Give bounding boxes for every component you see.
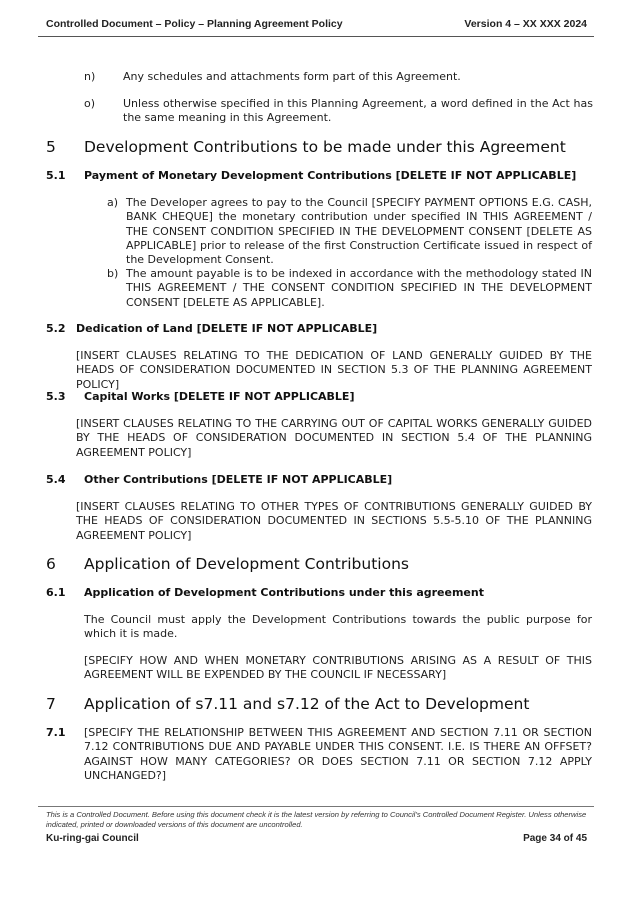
header-version: Version 4 – XX XXX 2024: [464, 18, 587, 30]
subsection-number: 6.1: [46, 586, 66, 599]
list-item-text: Any schedules and attachments form part of this Agreement.: [123, 70, 461, 83]
list-item-text: The amount payable is to be indexed in accordance with the methodology stated IN THIS AGREEMENT / THE CONSENT CONDITION SPECIFIED IN THE DEVELOPMENT CONSENT [DELETE AS APPLICABLE].: [126, 267, 592, 309]
subsection-number: 5.1: [46, 169, 66, 182]
paragraph: [INSERT CLAUSES RELATING TO THE CARRYING OUT OF CAPITAL WORKS GENERALLY GUIDED BY THE HEADS OF CONSIDERATION DOCUMENTED IN SECTION 5.4 OF THE PLANNING AGREEMENT POLICY]: [76, 417, 592, 459]
list-item-text: The Developer agrees to pay to the Council [SPECIFY PAYMENT OPTIONS E.G. CASH, BANK CHEQUE] the monetary contribution under specified IN THIS AGREEMENT / THE CONSENT CONDITION SPECIFIED IN THE DEVELOPMENT CONSENT [DELETE AS APPLICABLE] prior to release of the first Construction Certificate issued in respect of the Development Consent.: [126, 196, 592, 267]
list-item-label: n): [84, 70, 96, 83]
subsection-title: Capital Works [DELETE IF NOT APPLICABLE]: [84, 390, 355, 403]
paragraph: [SPECIFY THE RELATIONSHIP BETWEEN THIS AGREEMENT AND SECTION 7.11 OR SECTION 7.12 CONTRIBUTIONS DUE AND PAYABLE UNDER THIS CONSENT. I.E. IS THERE AN OFFSET? AGAINST HOW MANY CATEGORIES? OR DOES SECTION 7.11 OR SECTION 7.12 APPLY UNCHANGED?]: [84, 726, 592, 782]
list-item-label: a): [107, 196, 119, 209]
subsection-title: Dedication of Land [DELETE IF NOT APPLICABLE]: [76, 322, 378, 335]
subsection-title: Other Contributions [DELETE IF NOT APPLICABLE]: [84, 473, 393, 486]
section-number: 6: [46, 555, 56, 573]
section-title: Development Contributions to be made under this Agreement: [84, 138, 566, 156]
subsection-number: 5.3: [46, 390, 66, 403]
header-title: Controlled Document – Policy – Planning Agreement Policy: [46, 18, 343, 30]
section-number: 5: [46, 138, 56, 156]
section-title: Application of Development Contributions: [84, 555, 409, 573]
list-item-label: b): [107, 267, 119, 280]
paragraph: [SPECIFY HOW AND WHEN MONETARY CONTRIBUTIONS ARISING AS A RESULT OF THIS AGREEMENT WILL BE EXPENDED BY THE COUNCIL IF NECESSARY]: [84, 654, 592, 682]
footer-organisation: Ku-ring-gai Council: [46, 833, 139, 844]
section-title: Application of s7.11 and s7.12 of the Act to Development: [84, 695, 530, 713]
page-number: Page 34 of 45: [523, 833, 587, 844]
header-rule: [38, 36, 594, 37]
paragraph: [INSERT CLAUSES RELATING TO OTHER TYPES OF CONTRIBUTIONS GENERALLY GUIDED BY THE HEADS OF CONSIDERATION DOCUMENTED IN SECTIONS 5.5-5.10 OF THE PLANNING AGREEMENT POLICY]: [76, 500, 592, 542]
subsection-title: Payment of Monetary Development Contributions [DELETE IF NOT APPLICABLE]: [84, 169, 577, 182]
list-item-label: o): [84, 97, 96, 110]
footer-rule: [38, 806, 594, 807]
section-number: 7: [46, 695, 56, 713]
paragraph: [INSERT CLAUSES RELATING TO THE DEDICATION OF LAND GENERALLY GUIDED BY THE HEADS OF CONSIDERATION DOCUMENTED IN SECTION 5.3 OF THE PLANNING AGREEMENT POLICY]: [76, 349, 592, 391]
list-item-text: Unless otherwise specified in this Planning Agreement, a word defined in the Act has the same meaning in this Agreement.: [123, 97, 593, 125]
paragraph: The Council must apply the Development Contributions towards the public purpose for which it is made.: [84, 613, 592, 641]
controlled-document-note: This is a Controlled Document. Before using this document check it is the latest version by referring to Council’s Controlled Document Register. Unless otherwise indicated, printed or downloaded versions of this document are uncontrolled.: [46, 810, 587, 829]
subsection-number: 5.4: [46, 473, 66, 486]
subsection-number: 5.2: [46, 322, 66, 335]
subsection-number: 7.1: [46, 726, 66, 739]
subsection-title: Application of Development Contributions under this agreement: [84, 586, 484, 599]
